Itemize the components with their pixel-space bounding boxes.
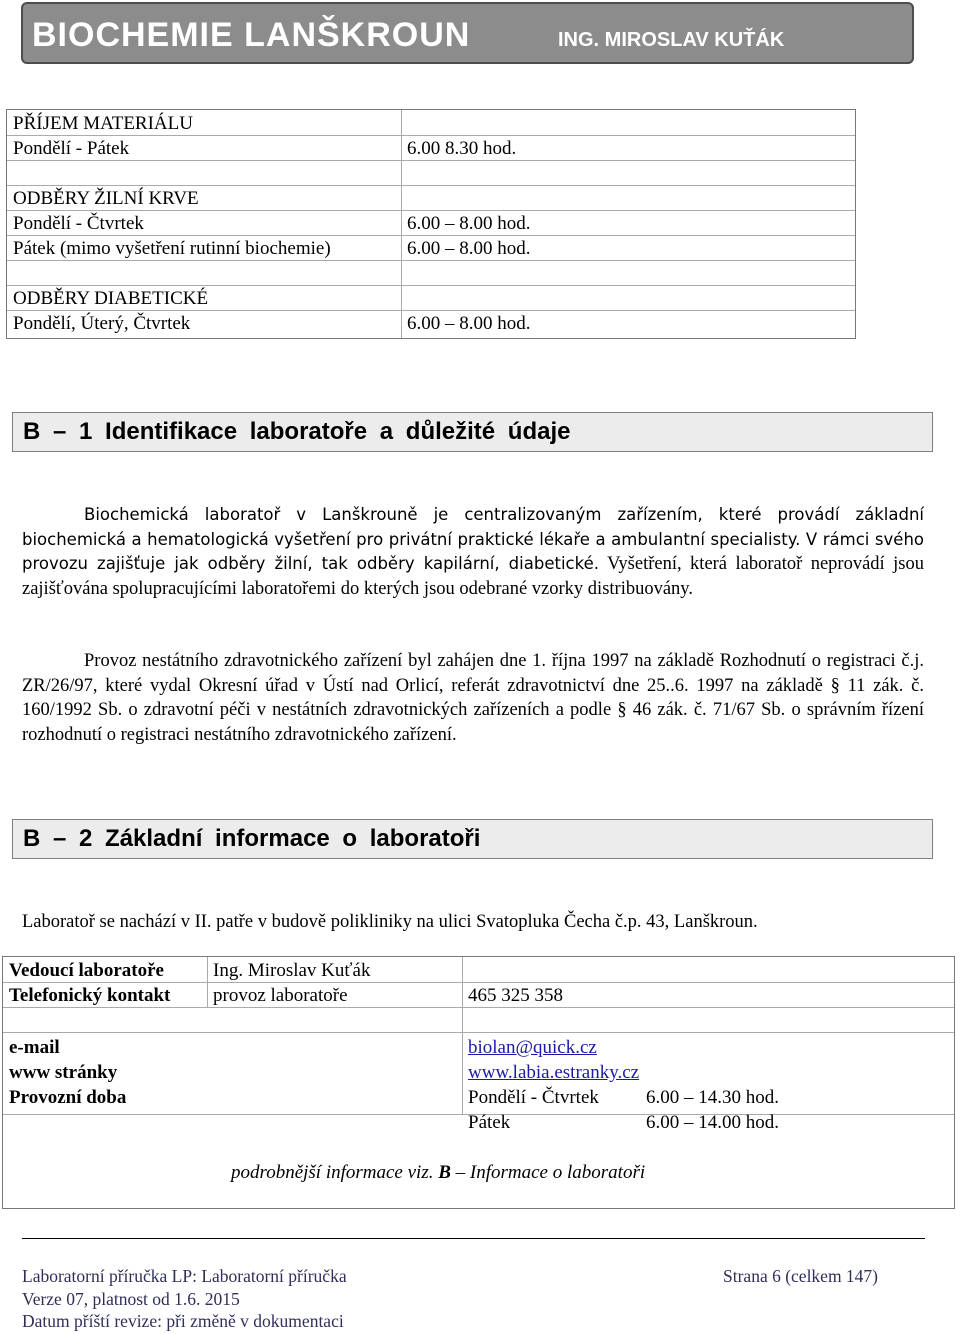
- email-link[interactable]: biolan@quick.cz: [468, 1037, 597, 1058]
- hours-days-1: Pondělí - Čtvrtek: [468, 1087, 599, 1108]
- footer-revision: Datum příští revize: při změně v dokumentaci: [22, 1311, 344, 1331]
- hours-days-2: Pátek: [468, 1112, 511, 1133]
- author-name: ING. MIROSLAV KUŤÁK: [558, 29, 785, 51]
- schedule-row-label: ODBĚRY DIABETICKÉ: [13, 288, 209, 309]
- footer-page-number: Strana 6 (celkem 147): [723, 1266, 879, 1286]
- schedule-row-time: 6.00 – 8.00 hod.: [407, 313, 531, 334]
- contact-info-table: [2, 956, 955, 1209]
- b1-paragraph-1: [22, 503, 924, 601]
- schedule-table: [6, 109, 856, 339]
- b1-paragraph-2-text: Provoz nestátního zdravotnického zařízení byl zahájen dne 1. října 1997 na základě Rozhodnutí o registraci č.j. ZR/26/97, které vydal Okresní úřad v Ústí nad Orlicí, referát zdravotnictví dne 25..6. 1997 na základě § 11 zák. č. 160/1992 Sb. o zdravotní péči v nestátních zdravotnických zařízeních a podle § 46 zák. č. 71/67 Sb. o správním řízení rozhodnutí o registraci nestátního zdravotnického zařízení.: [22, 651, 924, 745]
- b1-paragraph-2: [22, 649, 924, 747]
- schedule-row-label: Pondělí - Pátek: [13, 138, 130, 159]
- section-heading-b1: [12, 412, 933, 452]
- hours-time-1: 6.00 – 14.30 hod.: [646, 1087, 779, 1108]
- schedule-row-time: 6.00 – 8.00 hod.: [407, 213, 531, 234]
- schedule-row-label: Pondělí - Čtvrtek: [13, 213, 144, 234]
- footer-doc-title: Laboratorní příručka LP: Laboratorní příručka: [22, 1266, 347, 1286]
- footer-version: Verze 07, platnost od 1.6. 2015: [22, 1289, 240, 1309]
- b1-paragraph-1-text-b: Vyšetření, která laboratoř neprovádí jsou zajišťována spolupracujícími laboratořemi do kterých jsou odebrané vzorky distribuovány.: [22, 554, 924, 599]
- web-label: www stránky: [9, 1062, 118, 1083]
- schedule-row-time: 6.00 – 8.00 hod.: [407, 238, 531, 259]
- phone-number: 465 325 358: [468, 985, 563, 1006]
- schedule-row-label: ODBĚRY ŽILNÍ KRVE: [13, 188, 199, 209]
- hours-label: Provozní doba: [9, 1087, 127, 1108]
- phone-description: provoz laboratoře: [213, 985, 348, 1006]
- email-label: e-mail: [9, 1037, 60, 1058]
- website-link[interactable]: www.labia.estranky.cz: [468, 1062, 640, 1083]
- footer-rule: [22, 1238, 925, 1239]
- section-heading-b2: [12, 819, 933, 859]
- schedule-row-label: PŘÍJEM MATERIÁLU: [13, 113, 193, 134]
- document-title: BIOCHEMIE LANŠKROUN: [32, 16, 471, 54]
- head-label: Vedoucí laboratoře: [9, 960, 164, 981]
- hours-time-2: 6.00 – 14.00 hod.: [646, 1112, 779, 1133]
- more-info-note: podrobnější informace viz. B – Informace o laboratoři: [231, 1162, 646, 1183]
- head-value: Ing. Miroslav Kuťák: [213, 960, 371, 981]
- schedule-row-time: 6.00 8.30 hod.: [407, 138, 517, 159]
- schedule-row-label: Pátek (mimo vyšetření rutinní biochemie): [13, 238, 331, 259]
- b2-location: Laboratoř se nachází v II. patře v budově polikliniky na ulici Svatopluka Čecha č.p. 43, Lanškroun.: [22, 912, 758, 932]
- b1-paragraph-1-text: Biochemická laboratoř v Lanškrouně je centralizovaným zařízením, které provádí základní biochemická a hematologická vyšetření pro privátní praktické lékaře a ambulantní specialisty. V rámci svého provozu zajišťuje jak odběry žilní, tak odběry kapilární, diabetické.: [22, 505, 924, 573]
- phone-label: Telefonický kontakt: [9, 985, 171, 1006]
- section-title: B – 2 Základní informace o laboratoři: [23, 825, 481, 852]
- schedule-row-label: Pondělí, Úterý, Čtvrtek: [13, 313, 191, 334]
- section-title: B – 1 Identifikace laboratoře a důležité údaje: [23, 418, 571, 445]
